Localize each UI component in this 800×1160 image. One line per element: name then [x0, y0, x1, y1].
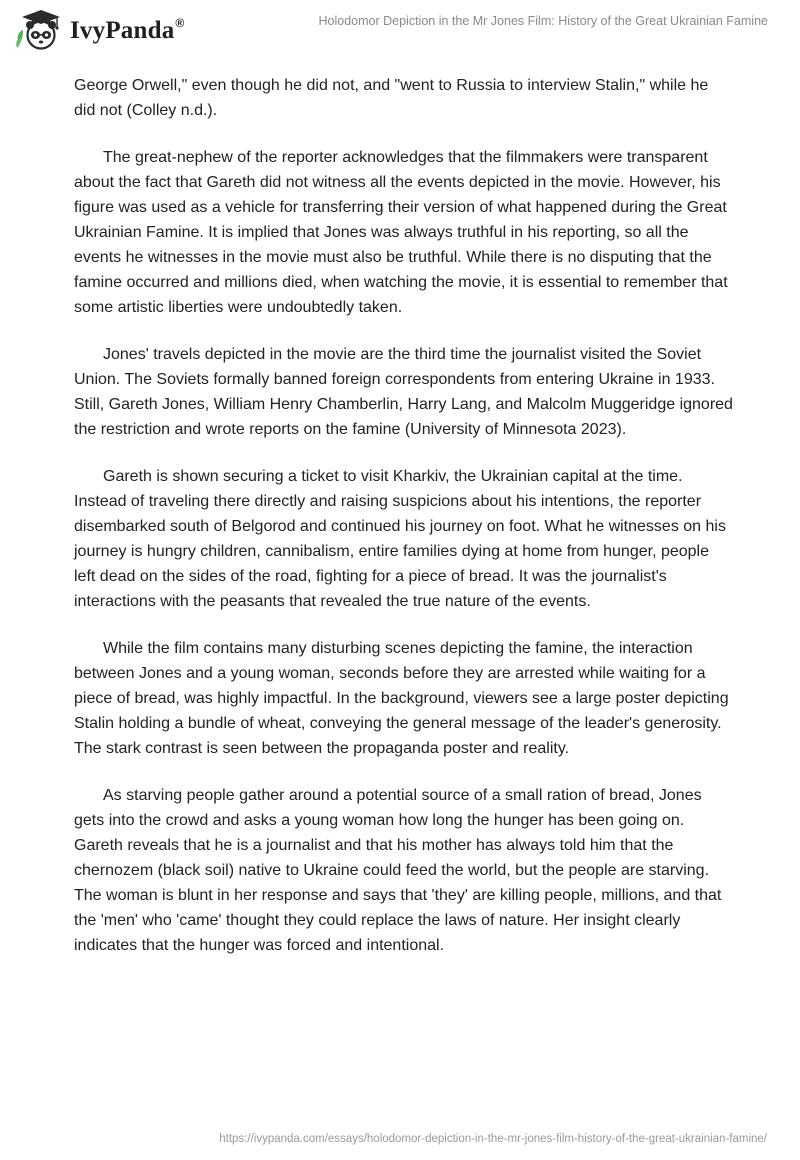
paragraph: George Orwell," even though he did not, and "went to Russia to interview Stalin," while he did not (Colley n.d.). [74, 77, 709, 119]
paragraph: Gareth is shown securing a ticket to visit Kharkiv, the Ukrainian capital at the time. Instead of traveling there directly and raising suspicions about his intentions, the reporter disembarked south of Belgorod and continued his journey on foot. What he witnesses on his journey is hungry children, cannibalism, entire families dying at home from hunger, people left dead on the sides of the road, fighting for a piece of bread. It was the journalist's interactions with the peasants that revealed the true nature of the events. [74, 468, 726, 610]
paragraph: As starving people gather around a potential source of a small ration of bread, Jones gets into the crowd and asks a young woman how long the hunger has been going on. Gareth reveals that he is a journalist and that his mother has always told him that the chernozem (black soil) native to Ukraine could feed the world, but the people are starving. The woman is blunt in her response and says that 'they' are killing people, millions, and that the 'men' who 'came' thought they could replace the laws of nature. Her insight clearly indicates that the hunger was forced and intentional. [74, 787, 722, 954]
source-url[interactable]: https://ivypanda.com/essays/holodomor-depiction-in-the-mr-jones-film-history-of-the-great-ukrainian-famine/ [219, 1133, 767, 1145]
panda-graduation-cap-icon [14, 8, 64, 52]
essay-body [74, 73, 734, 980]
page-header [0, 0, 800, 60]
brand-name [70, 17, 184, 45]
paragraph: Jones' travels depicted in the movie are the third time the journalist visited the Soviet Union. The Soviets formally banned foreign correspondents from entering Ukraine in 1933. Still, Gareth Jones, William Henry Chamberlin, Harry Lang, and Malcolm Muggeridge ignored the restriction and wrote reports on the famine (University of Minnesota 2023). [74, 346, 733, 438]
paragraph: The great-nephew of the reporter acknowledges that the filmmakers were transparent about the fact that Gareth did not witness all the events depicted in the movie. However, his figure was used as a vehicle for transferring their version of what happened during the Great Ukrainian Famine. It is implied that Jones was always truthful in his reporting, so all the events he witnesses in the movie must also be truthful. While there is no disputing that the famine occurred and millions died, when watching the movie, it is essential to remember that some artistic liberties were undoubtedly taken. [74, 149, 728, 316]
document-title: Holodomor Depiction in the Mr Jones Film: History of the Great Ukrainian Famine [318, 14, 768, 28]
ivypanda-logo[interactable] [14, 8, 184, 52]
paragraph: While the film contains many disturbing scenes depicting the famine, the interaction between Jones and a young woman, seconds before they are arrested while waiting for a piece of bread, was highly impactful. In the background, viewers see a large poster depicting Stalin holding a bundle of wheat, conveying the general message of the leader's generosity. The stark contrast is seen between the propaganda poster and reality. [74, 640, 729, 757]
brand-name-text: IvyPanda [70, 17, 175, 44]
registered-mark: ® [175, 16, 185, 30]
